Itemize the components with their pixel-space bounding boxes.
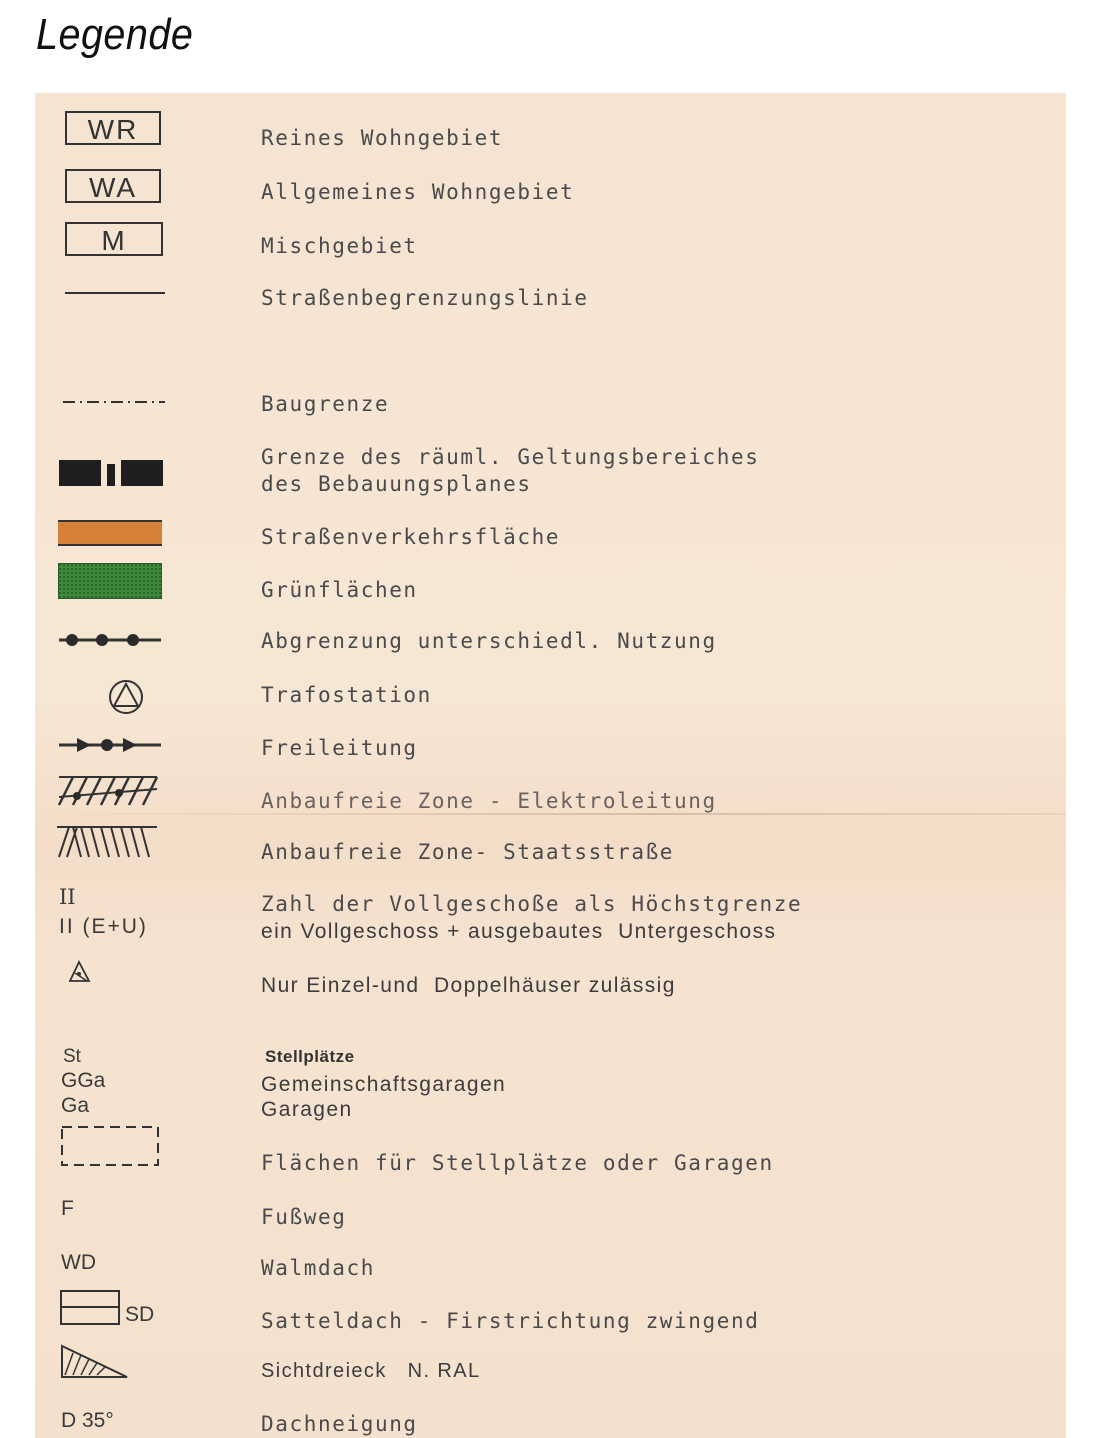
- legend-text-anbaufreie-staatsstrasse: Anbaufreie Zone- Staatsstraße: [261, 840, 675, 864]
- wa-symbol: WA: [65, 169, 161, 203]
- sight-triangle-icon: [59, 1343, 131, 1383]
- legend-text-fussweg: Fußweg: [261, 1205, 347, 1229]
- legend-text-vollgeschoss-untergeschoss: ein Vollgeschoss + ausgebautes Untergeschoss: [261, 920, 777, 943]
- orange-band-icon: [58, 518, 162, 548]
- legend-text-geltungsbereich: Grenze des räuml. Geltungsbereiches: [261, 445, 760, 469]
- page-title: Legende: [36, 10, 194, 59]
- solid-line-icon: [63, 288, 168, 298]
- dashed-rectangle-icon: [59, 1123, 163, 1171]
- circle-triangle-icon: [107, 678, 145, 716]
- legend-text-wr: Reines Wohngebiet: [261, 126, 504, 150]
- legend-text-walmdach: Walmdach: [261, 1256, 375, 1280]
- legend-text-flaechen-stellplaetze: Flächen für Stellplätze oder Garagen: [261, 1151, 774, 1175]
- satteldach-symbol: SD: [125, 1303, 155, 1326]
- house-triangle-icon: [69, 959, 97, 987]
- dot-chain-line-icon: [57, 631, 163, 649]
- legend-text-sichtdreieck: Sichtdreieck N. RAL: [261, 1360, 481, 1382]
- slanted-hatch-icon: [55, 821, 161, 861]
- stellplatz-symbol-gga: GGa: [61, 1069, 106, 1092]
- legend-text-satteldach: Satteldach - Firstrichtung zwingend: [261, 1309, 760, 1333]
- legend-text-einzel-doppelhaeuser: Nur Einzel-und Doppelhäuser zulässig: [261, 974, 676, 997]
- legend-text-abgrenzung: Abgrenzung unterschiedl. Nutzung: [261, 629, 717, 653]
- fussweg-symbol: F: [61, 1197, 74, 1220]
- walmdach-symbol: WD: [61, 1251, 96, 1274]
- stellplatz-symbol-ga: Ga: [61, 1094, 90, 1117]
- wr-symbol: WR: [65, 111, 161, 145]
- m-symbol: M: [65, 222, 163, 256]
- legend-text-trafostation: Trafostation: [261, 683, 432, 707]
- crossed-hatch-icon: [57, 771, 161, 811]
- legend-text-strassenbegrenzung: Straßenbegrenzungslinie: [261, 286, 589, 310]
- legend-text-wa: Allgemeines Wohngebiet: [261, 180, 575, 204]
- legend-text-gemeinschaftsgaragen: Gemeinschaftsgaragen: [261, 1073, 507, 1096]
- geschoss-symbol-ii-eu: II (E+U): [59, 915, 148, 938]
- legend-text-baugrenze: Baugrenze: [261, 392, 390, 416]
- legend-text-garagen: Garagen: [261, 1098, 353, 1121]
- legend-text-strassenverkehr: Straßenverkehrsfläche: [261, 525, 561, 549]
- geschoss-symbol-ii: II: [59, 885, 76, 909]
- legend-text-stellplaetze: Stellplätze: [265, 1047, 355, 1066]
- green-hatched-area-icon: [58, 563, 162, 599]
- legend-text-anbaufreie-elektro: Anbaufreie Zone - Elektroleitung: [261, 789, 717, 813]
- satteldach-box-icon: [59, 1288, 123, 1328]
- legend-text-m: Mischgebiet: [261, 234, 418, 258]
- legend-text-vollgeschosse: Zahl der Vollgeschoße als Höchstgrenze: [261, 892, 803, 916]
- legend-text-geltungsbereich-2: des Bebauungsplanes: [261, 472, 532, 496]
- legend-text-freileitung: Freileitung: [261, 736, 418, 760]
- legend-text-gruenflaechen: Grünflächen: [261, 578, 418, 602]
- dash-dot-line-icon: [61, 397, 167, 407]
- stellplatz-symbol-st: St: [63, 1046, 81, 1067]
- dachneigung-symbol: D 35°: [61, 1409, 114, 1432]
- legend-sheet: [35, 93, 1066, 1438]
- arrow-dot-line-icon: [57, 736, 163, 754]
- legend-text-dachneigung: Dachneigung: [261, 1412, 418, 1436]
- black-dashed-border-icon: [59, 458, 165, 488]
